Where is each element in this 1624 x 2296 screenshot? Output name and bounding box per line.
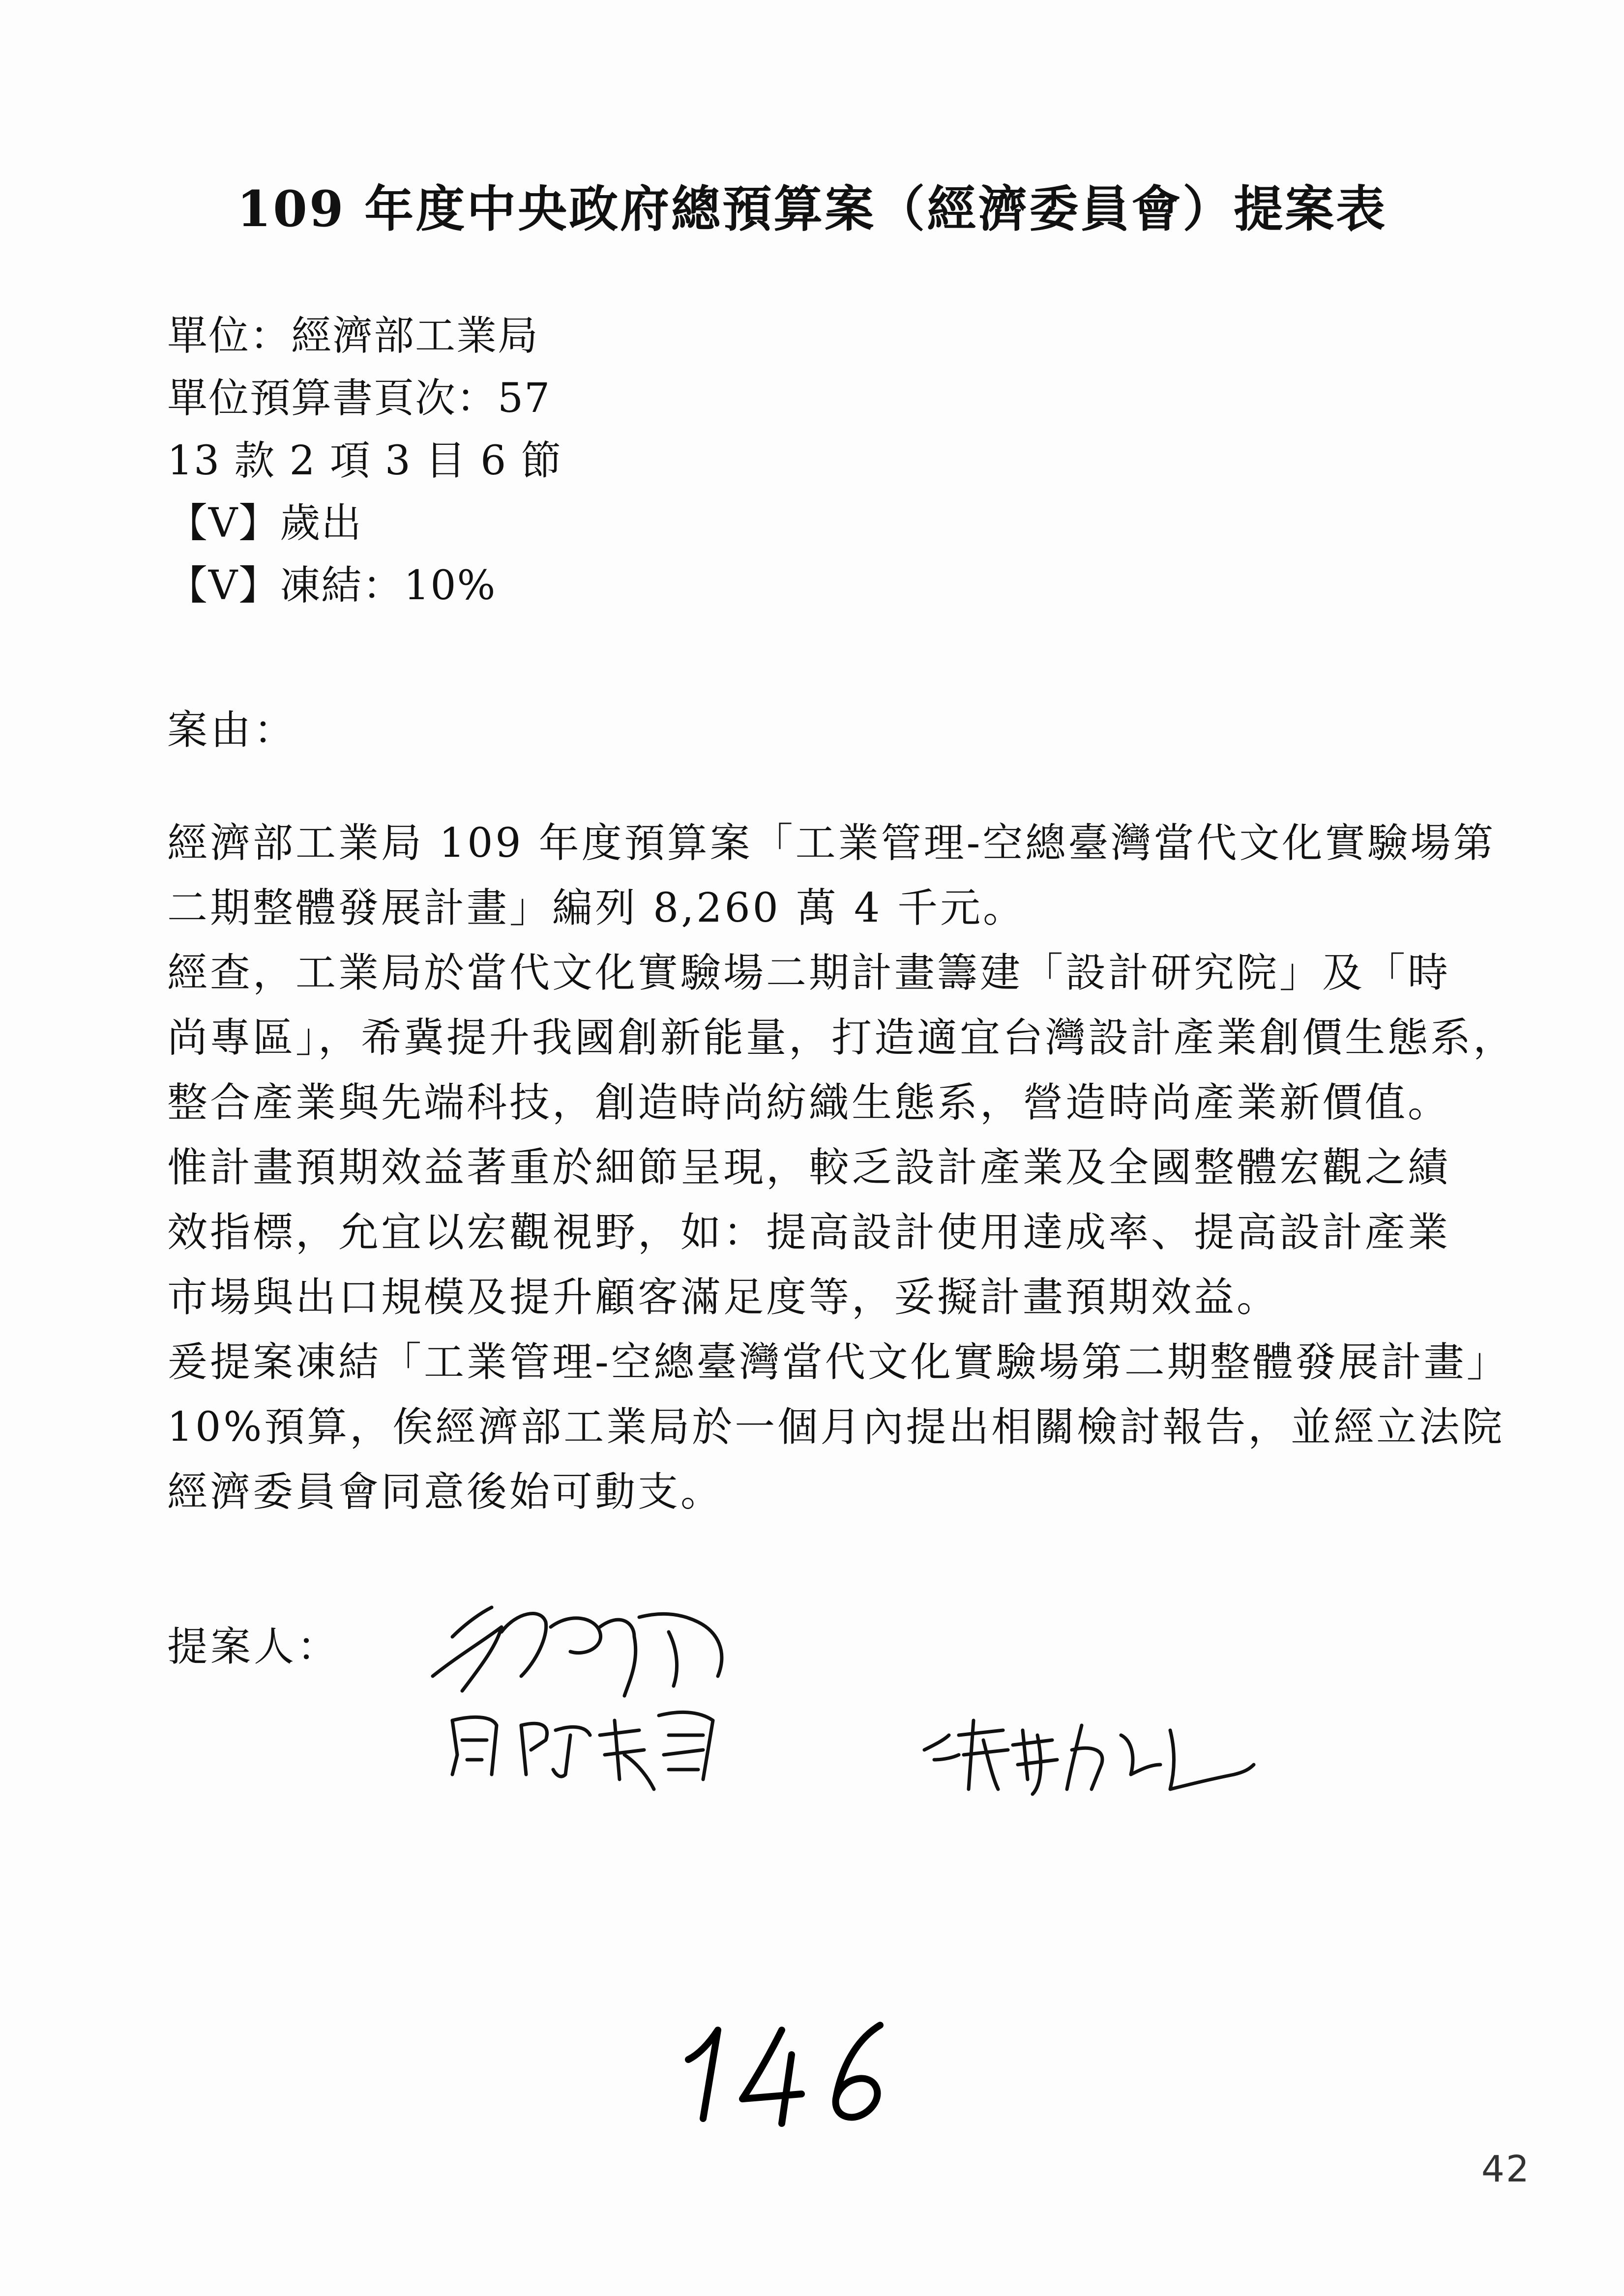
reason-label: 案由： xyxy=(167,707,297,754)
handwritten-page-number xyxy=(669,2010,924,2133)
body-line: 整合產業與先端科技，創造時尚紡織生態系，營造時尚產業新價值。 xyxy=(167,1079,1451,1126)
meta-freeze: 【V】凍結：10% xyxy=(167,562,497,609)
body-line: 尚專區」，希冀提升我國創新能量，打造適宜台灣設計產業創價生態系， xyxy=(167,1015,1516,1061)
body-line: 經查，工業局於當代文化實驗場二期計畫籌建「設計研究院」及「時 xyxy=(167,950,1451,996)
body-line: 惟計畫預期效益著重於細節呈現，較乏設計產業及全國整體宏觀之績 xyxy=(167,1144,1451,1191)
proposer-label: 提案人： xyxy=(167,1624,341,1670)
body-line: 效指標，允宜以宏觀視野，如：提高設計使用達成率、提高設計產業 xyxy=(167,1209,1451,1256)
meta-expenditure: 【V】歲出 xyxy=(167,500,363,547)
reason-body xyxy=(167,811,1516,1525)
signature-1 xyxy=(423,1593,816,1848)
meta-budget-page: 單位預算書頁次：57 xyxy=(167,375,551,422)
body-line: 經濟部工業局 109 年度預算案「工業管理-空總臺灣當代文化實驗場第 xyxy=(167,820,1496,867)
meta-section: 13 款 2 項 3 目 6 節 xyxy=(167,437,562,484)
body-line: 10%預算，俟經濟部工業局於一個月內提出相關檢討報告，並經立法院 xyxy=(167,1404,1505,1451)
body-line: 市場與出口規模及提升顧客滿足度等，妥擬計畫預期效益。 xyxy=(167,1274,1280,1321)
body-line: 爰提案凍結「工業管理-空總臺灣當代文化實驗場第二期整體發展計畫」 xyxy=(167,1339,1509,1386)
page-number: 42 xyxy=(1481,2148,1531,2190)
document-title: 109 年度中央政府總預算案（經濟委員會）提案表 xyxy=(236,180,1388,238)
body-line: 二期整體發展計畫」編列 8,260 萬 4 千元。 xyxy=(167,885,1026,931)
meta-block xyxy=(167,305,1495,617)
body-line: 經濟委員會同意後始可動支。 xyxy=(167,1469,724,1515)
meta-unit: 單位：經濟部工業局 xyxy=(167,313,539,359)
signature-2 xyxy=(915,1691,1259,1819)
